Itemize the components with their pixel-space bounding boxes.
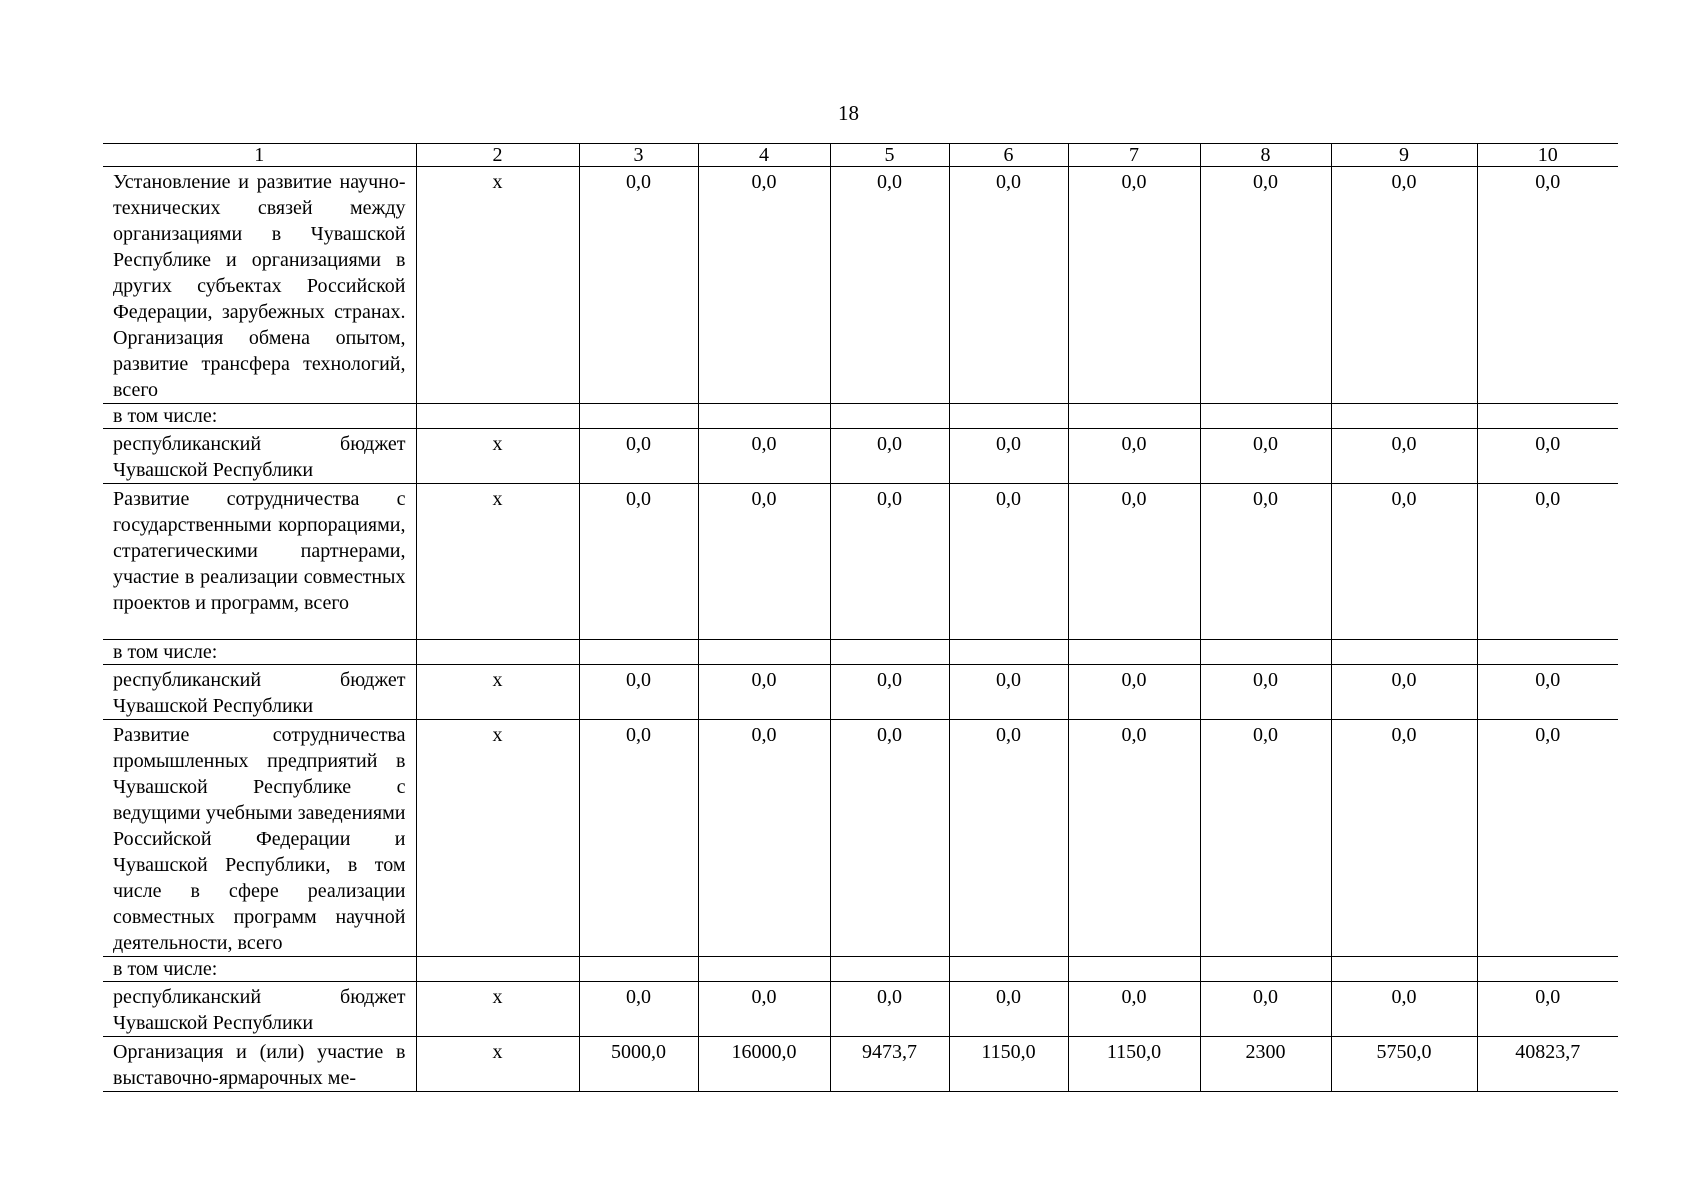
- table-cell: 0,0: [579, 429, 698, 484]
- table-cell: 0,0: [698, 665, 830, 720]
- table-row: [103, 665, 1618, 720]
- row-marker: х: [416, 429, 579, 484]
- column-header: 8: [1200, 144, 1331, 167]
- table-cell: 0,0: [1477, 720, 1618, 957]
- table-cell: 0,0: [698, 484, 830, 640]
- budget-table: [103, 143, 1618, 1092]
- table-cell: [949, 957, 1068, 982]
- table-cell: [579, 404, 698, 429]
- table-cell: [1200, 404, 1331, 429]
- table-cell: [1068, 957, 1200, 982]
- table-row: [103, 404, 1618, 429]
- table-cell: 0,0: [579, 982, 698, 1037]
- row-marker: [416, 404, 579, 429]
- table-cell: [1477, 640, 1618, 665]
- column-header: 1: [103, 144, 416, 167]
- row-description: Организация и (или) участие в выставочно-ярмарочных ме-: [103, 1037, 416, 1092]
- table-cell: 0,0: [1477, 484, 1618, 640]
- table-row: [103, 429, 1618, 484]
- table-cell: 1150,0: [1068, 1037, 1200, 1092]
- table-cell: 0,0: [1331, 429, 1477, 484]
- table-cell: 16000,0: [698, 1037, 830, 1092]
- table-cell: 0,0: [1331, 484, 1477, 640]
- table-cell: 0,0: [830, 982, 949, 1037]
- table-cell: 0,0: [1068, 665, 1200, 720]
- table-header-row: [103, 144, 1618, 167]
- table-cell: 0,0: [698, 167, 830, 404]
- table-cell: [949, 640, 1068, 665]
- table-cell: [1331, 404, 1477, 429]
- table-cell: [1331, 640, 1477, 665]
- row-marker: х: [416, 167, 579, 404]
- row-marker: х: [416, 484, 579, 640]
- row-marker: [416, 640, 579, 665]
- table-row: [103, 167, 1618, 404]
- table-cell: [1331, 957, 1477, 982]
- table-cell: 1150,0: [949, 1037, 1068, 1092]
- row-description: Установление и развитие научно-технических связей между организациями в Чувашской Республике и организациями в других субъектах Российской Федерации, зарубежных странах. Организация обмена опытом, развитие трансфера технологий, всего: [103, 167, 416, 404]
- row-description: Развитие сотрудничества с государственными корпорациями, стратегическими партнерами, участие в реализации совместных проектов и программ, всего: [103, 484, 416, 640]
- table-cell: 0,0: [698, 720, 830, 957]
- column-header: 4: [698, 144, 830, 167]
- column-header: 6: [949, 144, 1068, 167]
- table-cell: 0,0: [1200, 982, 1331, 1037]
- table-cell: 0,0: [1068, 167, 1200, 404]
- table-cell: 0,0: [1331, 982, 1477, 1037]
- table-cell: 5750,0: [1331, 1037, 1477, 1092]
- row-description: в том числе:: [103, 640, 416, 665]
- table-cell: 0,0: [579, 720, 698, 957]
- row-marker: х: [416, 665, 579, 720]
- table-cell: 0,0: [579, 167, 698, 404]
- table-cell: 0,0: [830, 429, 949, 484]
- page-number: 18: [838, 101, 859, 125]
- table-cell: 0,0: [1200, 429, 1331, 484]
- table-cell: 0,0: [949, 720, 1068, 957]
- table-cell: 0,0: [1200, 665, 1331, 720]
- table-cell: [579, 957, 698, 982]
- table-cell: 0,0: [1477, 167, 1618, 404]
- row-marker: [416, 957, 579, 982]
- row-description: республиканский бюджет Чувашской Республики: [103, 982, 416, 1037]
- table-row: [103, 640, 1618, 665]
- row-marker: х: [416, 720, 579, 957]
- table-cell: 0,0: [1477, 665, 1618, 720]
- table-cell: 0,0: [1200, 720, 1331, 957]
- column-header: 7: [1068, 144, 1200, 167]
- table-cell: 0,0: [579, 484, 698, 640]
- row-marker: х: [416, 982, 579, 1037]
- table-cell: 0,0: [1331, 665, 1477, 720]
- table-cell: [830, 640, 949, 665]
- table-cell: 0,0: [1200, 484, 1331, 640]
- column-header: 3: [579, 144, 698, 167]
- table-cell: [830, 404, 949, 429]
- table-cell: 0,0: [698, 429, 830, 484]
- row-description: в том числе:: [103, 404, 416, 429]
- table-cell: 0,0: [1200, 167, 1331, 404]
- table-cell: 0,0: [1331, 167, 1477, 404]
- table-cell: 5000,0: [579, 1037, 698, 1092]
- table-row: [103, 1037, 1618, 1092]
- table-cell: 0,0: [830, 167, 949, 404]
- table-row: [103, 720, 1618, 957]
- table-cell: [949, 404, 1068, 429]
- table-cell: 40823,7: [1477, 1037, 1618, 1092]
- table-cell: [1068, 640, 1200, 665]
- table-cell: [698, 404, 830, 429]
- column-header: 9: [1331, 144, 1477, 167]
- table-cell: 0,0: [1068, 720, 1200, 957]
- table-cell: 0,0: [830, 720, 949, 957]
- row-description: в том числе:: [103, 957, 416, 982]
- table-cell: 0,0: [949, 167, 1068, 404]
- table-cell: [698, 957, 830, 982]
- table-cell: 0,0: [1068, 982, 1200, 1037]
- column-header: 10: [1477, 144, 1618, 167]
- table-cell: [1200, 957, 1331, 982]
- table-cell: [830, 957, 949, 982]
- table-cell: 0,0: [1477, 429, 1618, 484]
- table-cell: 0,0: [830, 484, 949, 640]
- table-cell: 0,0: [579, 665, 698, 720]
- table-cell: 0,0: [949, 665, 1068, 720]
- table-cell: 0,0: [949, 982, 1068, 1037]
- row-description: республиканский бюджет Чувашской Республики: [103, 665, 416, 720]
- table-cell: 2300: [1200, 1037, 1331, 1092]
- table-cell: 0,0: [1331, 720, 1477, 957]
- table-cell: [1477, 957, 1618, 982]
- table-cell: 9473,7: [830, 1037, 949, 1092]
- table-cell: [1477, 404, 1618, 429]
- table-cell: 0,0: [830, 665, 949, 720]
- table-cell: 0,0: [1068, 429, 1200, 484]
- table-cell: [698, 640, 830, 665]
- column-header: 2: [416, 144, 579, 167]
- table-cell: 0,0: [949, 484, 1068, 640]
- table-cell: 0,0: [1068, 484, 1200, 640]
- table-row: [103, 484, 1618, 640]
- table-cell: 0,0: [698, 982, 830, 1037]
- row-marker: х: [416, 1037, 579, 1092]
- row-description: республиканский бюджет Чувашской Республики: [103, 429, 416, 484]
- column-header: 5: [830, 144, 949, 167]
- table-row: [103, 957, 1618, 982]
- table-cell: [1068, 404, 1200, 429]
- table-cell: 0,0: [949, 429, 1068, 484]
- table-cell: [579, 640, 698, 665]
- table-cell: 0,0: [1477, 982, 1618, 1037]
- table-row: [103, 982, 1618, 1037]
- row-description: Развитие сотрудничества промышленных предприятий в Чувашской Республике с ведущими учебными заведениями Российской Федерации и Чувашской Республики, в том числе в сфере реализации совместных программ научной деятельности, всего: [103, 720, 416, 957]
- table-cell: [1200, 640, 1331, 665]
